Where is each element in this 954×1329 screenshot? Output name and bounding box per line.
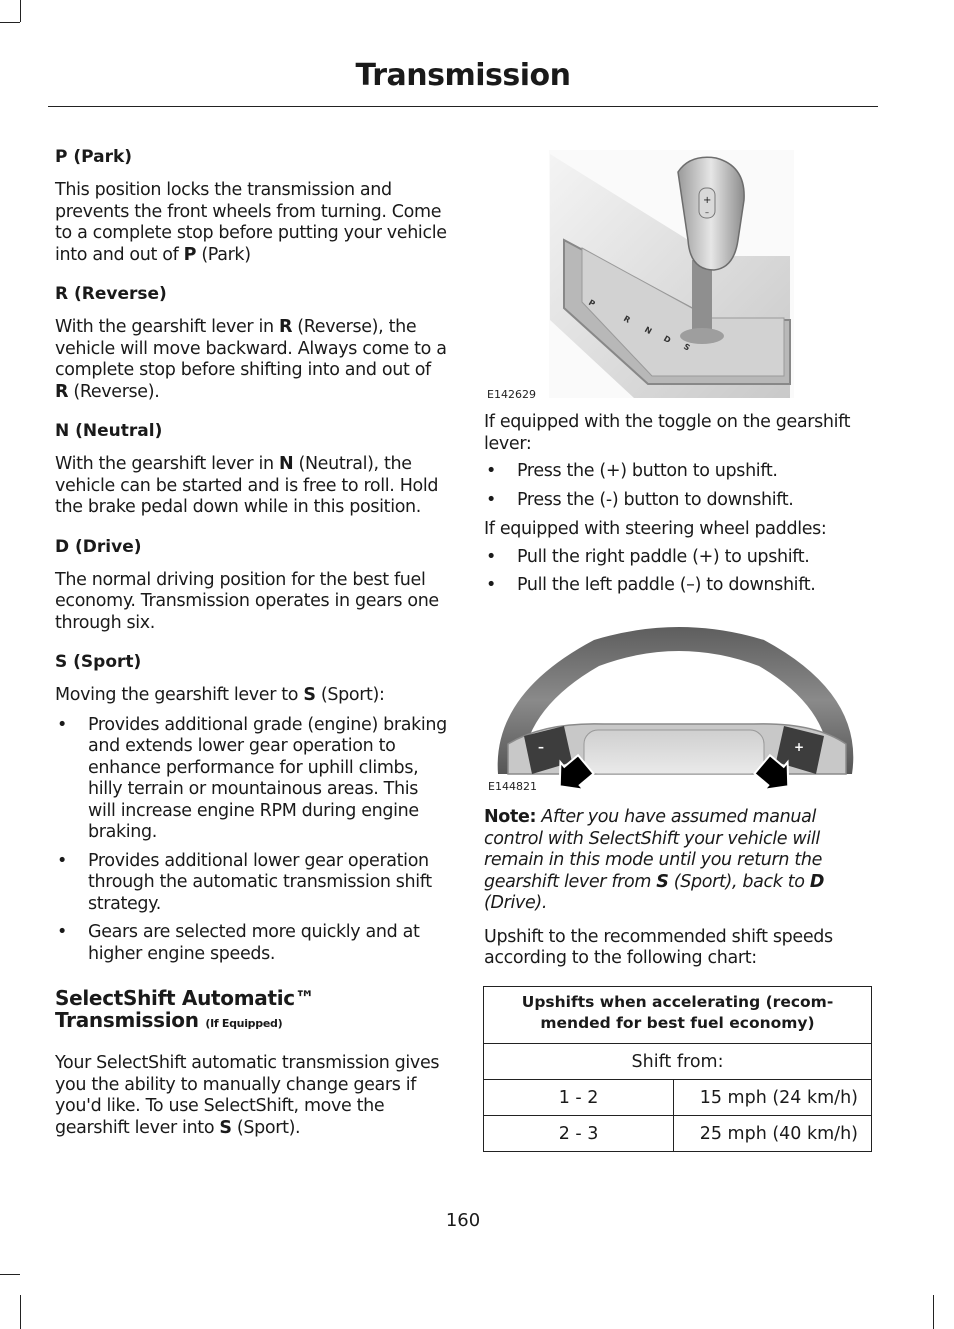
table-header: Upshifts when accelerating (recom-mended for best fuel economy) [484,987,872,1044]
list-item: • Pull the right paddle (+) to upshift. [486,546,810,567]
page-number: 160 [445,1210,481,1231]
steering-wheel-figure-code: E144821 [488,780,537,793]
crop-mark [0,1274,20,1275]
title-rule [48,106,878,107]
drive-heading: D (Drive) [55,536,142,557]
list-item: • Gears are selected more quickly and at higher engine speeds. [57,922,420,964]
table-row [484,1080,872,1116]
paddle-minus-label: – [538,740,544,754]
note-paragraph: Note: After you have assumed manual control with SelectShift your vehicle will remain in this mode until you return the gearshift lever from S (Sport), back to D (Drive). [484,807,825,913]
shift-speed-table [483,986,872,1152]
gear-position-label: N [643,324,654,337]
right-column [484,412,876,607]
gearshift-figure [484,140,874,402]
table-cell-speed: 25 mph (40 km/h) [674,1116,872,1152]
toggle-plus-label: + [703,195,712,206]
crop-mark [0,22,20,23]
crop-mark [933,1295,934,1329]
reverse-heading: R (Reverse) [55,284,167,304]
list-item: • Provides additional grade (engine) braking and extends lower gear operation to enhance performance for uphill climbs, hilly terrain or mountainous areas. This will increase engine RPM during engine braking. [57,714,447,842]
list-item: • Provides additional lower gear operation through the automatic transmission shift strategy. [57,850,432,914]
table-row [484,1116,872,1152]
gear-position-label: R [622,313,632,325]
steering-wheel-illustration [484,614,874,796]
paddle-intro: If equipped with steering wheel paddles: [484,519,827,539]
gearshift-figure-code: E142629 [487,388,536,401]
table-cell-gears: 1 - 2 [484,1080,674,1116]
steering-wheel-figure [484,614,874,796]
sport-intro: Moving the gearshift lever to S (Sport): [55,685,385,705]
table-subheader-row [484,1044,872,1080]
table-cell-gears: 2 - 3 [484,1116,674,1152]
paddle-plus-label: + [794,740,805,754]
gearshift-illustration [484,140,874,402]
reverse-text: With the gearshift lever in R (Reverse), the vehicle will move backward. Always come to a complete stop before shifting into and out of R (Reverse). [55,317,447,402]
park-heading: P (Park) [55,147,133,167]
sport-bullet-list [55,715,447,966]
selectshift-text: Your SelectShift automatic transmission gives you the ability to manually change gears if you'd like. To use SelectShift, move the gearshift lever into S (Sport). [55,1053,440,1138]
gear-position-label: S [682,341,692,353]
toggle-intro: If equipped with the toggle on the gearshift lever: [484,412,851,454]
left-column [55,146,447,1156]
toggle-bullet-list [484,461,876,511]
list-item: • Press the (-) button to downshift. [486,489,794,510]
crop-mark [20,0,21,22]
note-section [484,807,876,987]
sport-heading: S (Sport) [55,652,142,672]
neutral-text: With the gearshift lever in N (Neutral), the vehicle can be started and is free to roll. Hold the brake pedal down while in this position. [55,454,439,517]
chart-intro: Upshift to the recommended shift speeds according to the following chart: [484,926,833,968]
table-header-row [484,987,872,1044]
table-subheader: Shift from: [484,1044,872,1080]
crop-mark [20,1295,21,1329]
gear-position-label: P [587,297,597,309]
list-item: • Pull the left paddle (–) to downshift. [486,575,816,595]
paddle-bullet-list [484,547,876,597]
drive-text: The normal driving position for the best fuel economy. Transmission operates in gears one through six. [55,569,439,633]
gear-position-label: D [662,333,673,346]
page-title: Transmission [355,58,571,93]
table-cell-speed: 15 mph (24 km/h) [674,1080,872,1116]
park-text: This position locks the transmission and prevents the front wheels from turning. Come to a complete stop before putting your vehicle into and out of P (Park) [55,180,447,265]
selectshift-heading: SelectShift Automatic™ Transmission (If Equipped) [55,986,315,1032]
neutral-heading: N (Neutral) [55,421,163,441]
toggle-minus-label: – [705,208,709,217]
list-item: • Press the (+) button to upshift. [486,461,778,481]
